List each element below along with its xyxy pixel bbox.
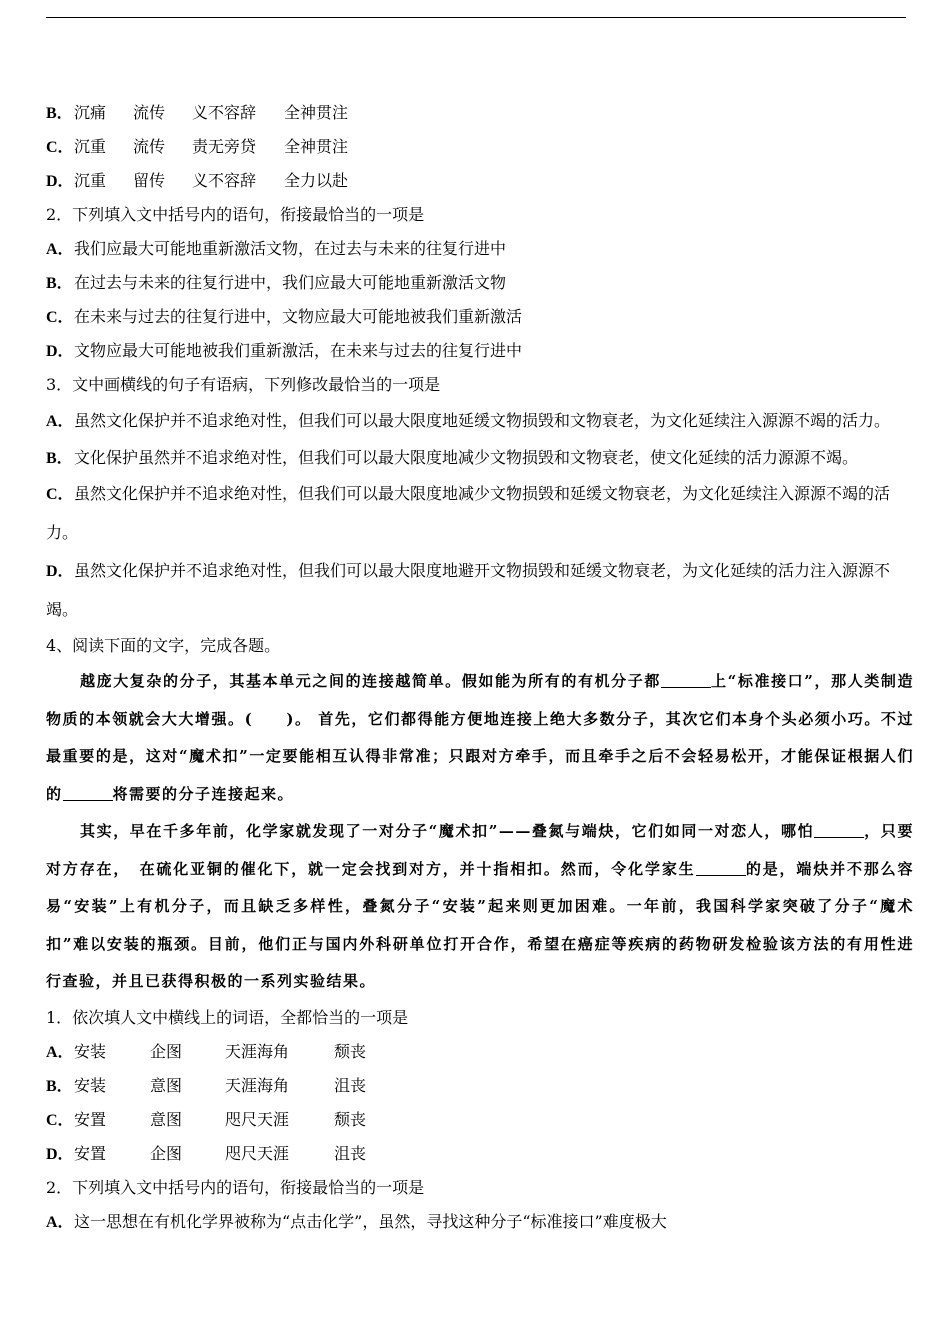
fill-blank [696,859,746,876]
option-letter: B． [46,105,73,122]
option-word-1: 沉痛 [74,103,107,122]
option-text: 文物应最大可能地被我们重新激活，在未来与过去的往复行进中 [74,341,523,360]
option-a [46,1205,908,1239]
option-letter: C． [46,1111,74,1129]
option-letter: C． [46,139,74,156]
option-word-4: 全神贯注 [284,137,349,156]
option-word-1: 安置 [74,1143,107,1163]
option-letter: D． [46,563,74,580]
passage-paragraph-2 [46,813,914,1001]
option-word-2: 留传 [133,171,166,190]
option-word-2: 企图 [150,1143,183,1163]
option-word-4: 沮丧 [334,1143,367,1163]
option-a [46,402,908,441]
option-word-4: 颓丧 [334,1109,367,1129]
option-text: 文化保护虽然并不追求绝对性，但我们可以最大限度地减少文物损毁和文物衰老，使文化延续的活力源源不竭。 [74,448,859,467]
option-word-1: 沉重 [74,137,107,156]
question-stem: 1．依次填人文中横线上的词语，全都恰当的一项是 [46,1007,409,1027]
option-letter: A． [46,1213,74,1231]
option-word-3: 责无旁贷 [192,137,257,156]
fill-blank [814,821,864,838]
option-text: 虽然文化保护并不追求绝对性，但我们可以最大限度地避开文物损毁和延缓文物衰老，为文化延续的活力注入源源不竭。 [46,561,891,619]
passage-paragraph-1 [46,663,914,813]
option-letter: B． [46,275,73,292]
option-letter: D． [46,343,74,360]
option-d [46,334,908,368]
option-word-3: 天涯海角 [225,1041,290,1061]
option-word-1: 安装 [74,1041,107,1061]
option-text: 在过去与未来的往复行进中，我们应最大可能地重新激活文物 [74,273,507,292]
option-letter: D． [46,173,74,190]
option-d [46,164,908,198]
option-letter: A． [46,413,74,430]
option-word-4: 全神贯注 [284,103,349,122]
option-word-3: 咫尺天涯 [225,1143,290,1163]
option-b [46,441,908,475]
passage-text: 的是，端炔并不那么容易“安装”上有机分子，而且缺乏多样性，叠氮分子“安装”起来则更加困难。一年前，我国科学家突破了分子“魔术扣”难以安装的瓶颈。目前，他们正与国内外科研单位打开合作，希望在癌症等疾病的药物研发检验该方法的有用性进行查验，并且已获得积极的一系列实验结果。 [46,859,914,990]
option-text: 这一思想在有机化学界被称为“点击化学”，虽然，寻找这种分子“标准接口”难度极大 [74,1211,667,1231]
option-word-2: 流传 [133,103,166,122]
option-letter: B． [46,1077,73,1095]
option-word-3: 义不容辞 [192,103,257,122]
option-letter: B． [46,450,73,467]
option-text: 虽然文化保护并不追求绝对性，但我们可以最大限度地延缓文物损毁和文物衰老，为文化延续注入源源不竭的活力。 [74,411,891,430]
option-b [46,266,908,300]
option-word-2: 意图 [150,1109,183,1129]
option-letter: C． [46,486,74,503]
option-letter: D． [46,1145,74,1163]
question-stem: 3．文中画横线的句子有语病，下列修改最恰当的一项是 [46,375,441,394]
option-c [46,475,908,552]
option-d [46,552,908,629]
option-word-4: 颓丧 [334,1041,367,1061]
option-word-3: 天涯海角 [225,1075,290,1095]
option-word-1: 安装 [74,1075,107,1095]
option-word-1: 安置 [74,1109,107,1129]
option-b [46,1069,908,1103]
option-a [46,1035,908,1069]
option-word-4: 沮丧 [334,1075,367,1095]
option-text: 虽然文化保护并不追求绝对性，但我们可以最大限度地减少文物损毁和延缓文物衰老，为文化延续注入源源不竭的活力。 [46,484,891,542]
option-letter: C． [46,309,74,326]
passage-text: 将需要的分子连接起来。 [112,784,295,803]
option-word-2: 意图 [150,1075,183,1095]
fill-blank [661,671,711,688]
passage-text: 上“标准接口”，那人类制造物质的本领就会大大增强。( )。 首先，它们都得能方便地连接上绝大多数分子，其次它们本身个头必须小巧。不过最重要的是，这对“魔术扣”一定要能相互认得非常准；只跟对方牵手，而且牵手之后不会轻易松开，才能保证根据人们的 [46,672,914,803]
option-word-2: 流传 [133,137,166,156]
option-word-3: 咫尺天涯 [225,1109,290,1129]
option-d [46,1137,908,1171]
option-b [46,96,908,130]
option-word-2: 企图 [150,1041,183,1061]
option-c [46,300,908,334]
option-a [46,232,908,266]
option-word-1: 沉重 [74,171,107,190]
option-text: 在未来与过去的往复行进中，文物应最大可能地被我们重新激活 [74,307,523,326]
option-word-4: 全力以赴 [284,171,349,190]
option-letter: A． [46,241,74,258]
header-rule [46,17,906,18]
option-c [46,130,908,164]
option-letter: A． [46,1043,74,1061]
passage-text: 越庞大复杂的分子，其基本单元之间的连接越简单。假如能为所有的有机分子都 [80,672,661,690]
question-stem: 2．下列填入文中括号内的语句，衔接最恰当的一项是 [46,205,425,224]
fill-blank [63,784,113,801]
section-heading: 4、阅读下面的文字，完成各题。 [46,636,281,655]
option-text: 我们应最大可能地重新激活文物，在过去与未来的往复行进中 [74,239,507,258]
passage-text: 其实，早在千多年前，化学家就发现了一对分子“魔术扣”——叠氮与端炔，它们如同一对恋人，哪怕 [80,822,815,840]
question-stem: 2．下列填入文中括号内的语句，衔接最恰当的一项是 [46,1177,425,1197]
option-word-3: 义不容辞 [192,171,257,190]
option-c [46,1103,908,1137]
passage-text: ，只要对方存在， 在硫化亚铜的催化下，就一定会找到对方，并十指相扣。然而，令化学家生 [46,822,914,878]
exam-page [46,96,914,1239]
